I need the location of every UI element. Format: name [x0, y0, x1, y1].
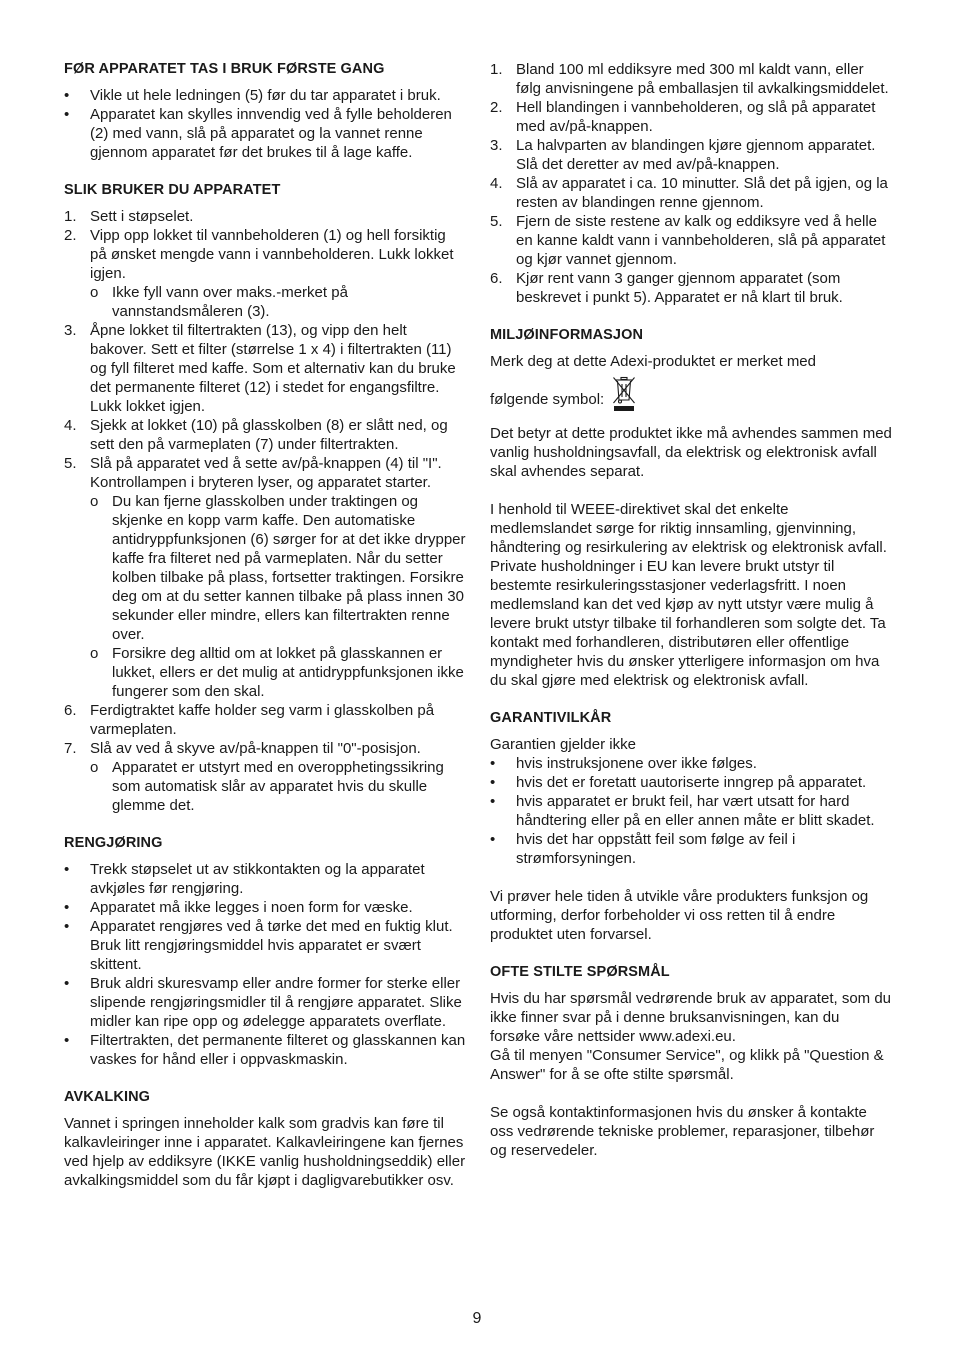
list-item: 7. Slå av ved å skyve av/på-knappen til "0"-posisjon. — [64, 740, 421, 757]
list-item: 6. Kjør rent vann 3 ganger gjennom apparatet (som beskrevet i punkt 5). Apparatet er nå klart til bruk. — [490, 270, 843, 306]
section-heading-cleaning: RENGJØRING — [64, 835, 163, 851]
warranty-note: Vi prøver hele tiden å utvikle våre produkters funksjon og utforming, derfor forbeholder vi oss retten til å endre produktet uten forvarsel. — [490, 888, 869, 943]
list-item: • Apparatet kan skylles innvendig ved å fylle beholderen (2) med vann, slå på apparatet og la vannet renne gjennom apparatet før det brukes til å lage kaffe. — [64, 106, 452, 161]
list-item: 6. Ferdigtraktet kaffe holder seg varm i glasskolben på varmeplaten. — [64, 702, 435, 738]
environment-paragraph: Det betyr at dette produktet ikke må avhendes sammen med vanlig husholdningsavfall, da elektrisk og elektronisk avfall skal avhendes separat. — [490, 425, 892, 480]
sub-list-item: o Apparatet er utstyrt med en overopphetingssikring som automatisk slår av apparatet hvis du skulle glemme det. — [90, 759, 444, 814]
section-heading-usage: SLIK BRUKER DU APPARATET — [64, 182, 281, 198]
warranty-intro: Garantien gjelder ikke — [490, 736, 636, 753]
list-item: • Trekk støpselet ut av stikkontakten og la apparatet avkjøles før rengjøring. — [64, 861, 425, 897]
right-column — [490, 60, 892, 1160]
faq-paragraph: Se også kontaktinformasjonen hvis du ønsker å kontakte oss vedrørende tekniske problemer, reparasjoner, tilbehør og reservedeler. — [490, 1104, 875, 1159]
list-item: 4. Sjekk at lokket (10) på glasskolben (8) er slått ned, og sett den på varmeplaten (7) under filtertrakten. — [64, 417, 448, 453]
list-item: 1. Bland 100 ml eddiksyre med 300 ml kaldt vann, eller følg anvisningene på emballasjen til avkalkingsmiddelet. — [490, 61, 889, 97]
descaling-text: Vannet i springen inneholder kalk som gradvis kan føre til kalkavleiringer inne i apparatet. Kalkavleiringene kan fjernes ved hjelp av eddiksyre (IKKE vanlig husholdningseddik) eller avkalkingsmiddel som du får kjøpt i dagligvarebutikker osv. — [64, 1115, 466, 1189]
section-heading-warranty: GARANTIVILKÅR — [490, 710, 612, 726]
faq-paragraph: Gå til menyen "Consumer Service", og klikk på "Question & Answer" for å se ofte stilte spørsmål. — [490, 1047, 884, 1083]
sub-list-item: o Ikke fyll vann over maks.-merket på vannstandsmåleren (3). — [90, 284, 348, 320]
list-item: • hvis det har oppstått feil som følge av feil i strømforsyningen. — [490, 831, 796, 867]
list-item: 2. Hell blandingen i vannbeholderen, og slå på apparatet med av/på-knappen. — [490, 99, 876, 135]
list-item: 2. Vipp opp lokket til vannbeholderen (1) og hell forsiktig på ønsket mengde vann i vannbeholderen. Lukk lokket igjen. — [64, 227, 454, 282]
environment-paragraph: I henhold til WEEE-direktivet skal det enkelte medlemslandet sørge for riktig innsamling, gjenvinning, håndtering og resirkulering av elektrisk og elektronisk avfall. Private husholdninger i EU kan levere brukt utstyr til bestemte resirkuleringsstasjoner vederlagsfritt. I noen medlemsland kan det ved kjøp av nytt utstyr være mulig å levere brukt utstyr tilbake til forhandleren som solgte det. Ta kontakt med forhandleren, distributøren eller offentlige myndigheter hvis du ønsker ytterligere informasjon om hva du skal gjøre med elektrisk og elektronisk avfall. — [490, 501, 887, 689]
list-item: 1. Sett i støpselet. — [64, 208, 194, 225]
list-item: • Apparatet rengjøres ved å tørke det med en fuktig klut. Bruk litt rengjøringsmiddel hvis apparatet er svært skittent. — [64, 918, 453, 973]
weee-bin-icon — [612, 376, 636, 412]
bullet: • — [64, 106, 70, 123]
list-item: 3. Åpne lokket til filtertrakten (13), og vipp den helt bakover. Sett et filter (størrelse 1 x 4) i filtertrakten (11) og fyll filteret med kaffe. Som et alternativ kan du bruke det permanente filteret (12) i stedet for engangsfiltre. Lukk lokket igjen. — [64, 322, 456, 415]
list-item: • Vikle ut hele ledningen (5) før du tar apparatet i bruk. — [64, 87, 441, 104]
symbol-row — [490, 374, 892, 412]
list-item: 5. Slå på apparatet ved å sette av/på-knappen (4) til "I". Kontrollampen i bryteren lyser, og apparatet starter. — [64, 455, 442, 491]
symbol-label: følgende symbol: — [490, 391, 605, 408]
faq-paragraph: Hvis du har spørsmål vedrørende bruk av apparatet, som du ikke finner svar på i denne bruksanvisningen, kan du forsøke våre nettsider www.adexi.eu. — [490, 990, 892, 1045]
sub-list-item: o Forsikre deg alltid om at lokket på glasskannen er lukket, ellers er det mulig at antidryppfunksjonen ikke fungerer som den skal. — [90, 645, 464, 700]
list-item: 4. Slå av apparatet i ca. 10 minutter. Slå det på igjen, og la resten av blandingen renne gjennom. — [490, 175, 888, 211]
left-column — [64, 60, 466, 1190]
list-item: • hvis apparatet er brukt feil, har vært utsatt for hard håndtering eller på en eller annen måte er blitt skadet. — [490, 793, 875, 829]
section-heading-environment: MILJØINFORMASJON — [490, 327, 644, 343]
bullet: • — [64, 87, 70, 104]
section-heading-descaling: AVKALKING — [64, 1089, 151, 1105]
sub-list-item: o Du kan fjerne glasskolben under traktingen og skjenke en kopp varm kaffe. Den automatiske antidryppfunksjonen (6) sørger for at det ikke drypper kaffe fra filteret ned på varmeplaten. Når du setter kolben tilbake på plass, fortsetter traktingen. Forsikre deg om at du setter kannen tilbake på plass innen 30 sekunder eller mindre, ellers kan filtertrakten renne over. — [90, 493, 466, 643]
section-heading-first-use: FØR APPARATET TAS I BRUK FØRSTE GANG — [64, 61, 385, 77]
list-item: 5. Fjern de siste restene av kalk og eddiksyre ved å helle en kanne kaldt vann i vannbeholderen, slå på apparatet og kjør vannet gjennom. — [490, 213, 886, 268]
section-heading-faq: OFTE STILTE SPØRSMÅL — [490, 964, 670, 980]
page-number: 9 — [472, 1310, 482, 1327]
list-item: • Bruk aldri skuresvamp eller andre former for sterke eller slipende rengjøringsmidler til å rengjøre apparatet. Slike midler kan ripe opp og ødelegge apparatets overflate. — [64, 975, 462, 1030]
list-item: • hvis instruksjonene over ikke følges. — [490, 755, 757, 772]
environment-intro: Merk deg at dette Adexi-produktet er merket med — [490, 353, 816, 370]
list-item: 3. La halvparten av blandingen kjøre gjennom apparatet. Slå det deretter av med av/på-knappen. — [490, 137, 876, 173]
list-item: • hvis det er foretatt uautoriserte inngrep på apparatet. — [490, 774, 867, 791]
list-item: • Apparatet må ikke legges i noen form for væske. — [64, 899, 413, 916]
list-item: • Filtertrakten, det permanente filteret og glasskannen kan vaskes for hånd eller i oppvaskmaskin. — [64, 1032, 466, 1068]
